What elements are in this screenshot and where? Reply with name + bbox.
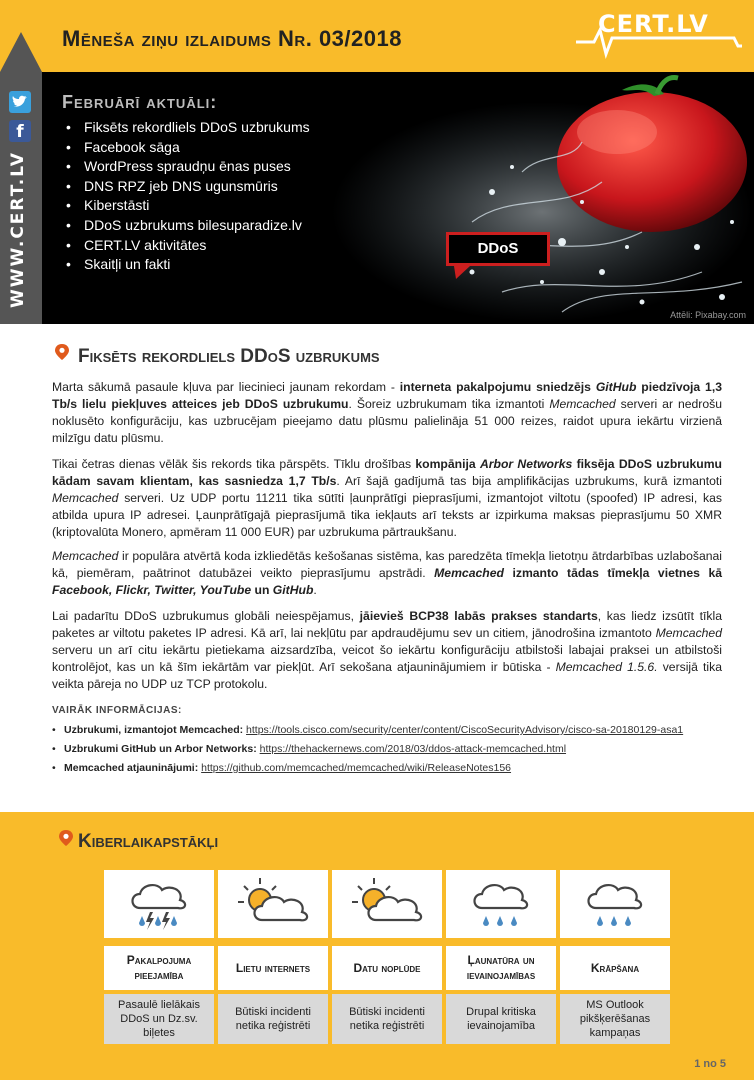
text-run: un: [251, 583, 273, 597]
text-run: Memcached: [549, 397, 616, 411]
article-paragraph: [52, 379, 722, 447]
link-label: Uzbrukumi, izmantojot Memcached:: [64, 724, 244, 736]
text-run: . Šoreiz uzbrukumam tika izmantoti: [348, 397, 550, 411]
text-run: ir populāra atvērtā koda izkliedētās kešošanas sistēma, kas paredzēta tīmekļa lietotņu ātrdarbības uzlabošanai kā, piemēram, paātrinot datubāzei veikto pieprasījumu apstrādi.: [52, 549, 722, 580]
badge-pointer-icon: [452, 266, 472, 280]
card-description: Būtiski incidenti netika reģistrēti: [218, 994, 328, 1044]
facebook-icon[interactable]: f: [9, 120, 31, 142]
link-label: Memcached atjauninājumi:: [64, 762, 199, 774]
text-run: Memcached 1.5.6.: [555, 660, 658, 674]
sun-cloud-icon: [332, 870, 442, 938]
text-run: Memcached: [655, 626, 722, 640]
text-run: .: [313, 583, 317, 597]
topic-item[interactable]: • DDoS uzbrukums bilesuparadize.lv: [62, 216, 310, 236]
topic-item[interactable]: • WordPress spraudņu ēnas puses: [62, 157, 310, 177]
article-title: Fiksēts rekordliels DDoS uzbrukums: [78, 346, 380, 367]
storm-cloud-icon: [104, 870, 214, 938]
card-label: Pakalpojuma pieejamība: [104, 946, 214, 990]
article-paragraph: [52, 608, 722, 693]
topic-item[interactable]: • Facebook sāga: [62, 138, 310, 158]
text-run: fiksēja DDoS uzbrukumu kādam savam klientam, kas sasniedza 1,7 Tb/s: [52, 457, 722, 488]
reference-link[interactable]: https://thehackernews.com/2018/03/ddos-attack-memcached.html: [259, 743, 567, 755]
text-run: . Arī šajā gadījumā tas bija amplifikācijas uzbrukums, kurā izmantoti: [336, 474, 722, 488]
sun-cloud-icon: [218, 870, 328, 938]
topic-item[interactable]: • Fiksēts rekordliels DDoS uzbrukums: [62, 118, 310, 138]
text-run: piedzīvoja 1,3 Tb/s lielu piekļuves atteices jeb DDoS uzbrukumu: [52, 380, 722, 411]
text-run: Tikai četras dienas vēlāk šis rekords tika pārspēts. Tīklu drošības: [52, 457, 416, 471]
text-run: Memcached: [434, 566, 504, 580]
text-run: kompānija: [415, 457, 480, 471]
topic-item[interactable]: • CERT.LV aktivitātes: [62, 236, 310, 256]
reference-link[interactable]: https://tools.cisco.com/security/center/content/CiscoSecurityAdvisory/cisco-sa-20180129-asa1: [246, 724, 684, 736]
weather-card: [104, 870, 214, 1044]
page-number: 1 no 5: [694, 1058, 726, 1070]
hero-banner: [42, 72, 754, 324]
weather-card: [332, 870, 442, 1044]
article-paragraph: [52, 456, 722, 541]
text-run: GitHub: [272, 583, 314, 597]
reference-link[interactable]: https://github.com/memcached/memcached/wiki/ReleaseNotes156: [201, 762, 512, 774]
website-url: WWW.CERT.LV: [8, 151, 28, 308]
card-label: Datu noplūde: [332, 946, 442, 990]
topic-item[interactable]: • Skaitļi un fakti: [62, 255, 310, 275]
topics-list: [62, 118, 310, 275]
more-info-title: VAIRĀK INFORMĀCIJAS:: [52, 705, 182, 716]
article-paragraph: [52, 548, 722, 599]
weather-card: [446, 870, 556, 1044]
weather-title: Kiberlaikapstākļi: [78, 831, 219, 852]
text-run: versijā tika veikta pāreja no UDP uz TCP protokolu.: [52, 660, 722, 691]
topic-item[interactable]: • DNS RPZ jeb DNS ugunsmūris: [62, 177, 310, 197]
text-run: serveri. Uz UDP portu 11211 tika sūtīti ļaunprātīgi pieprasījumi, izmantojot viltotu (spoofed) IP adresi, kas atbilda upura IP adresei. Ļaunprātīgajā pieprasījumā tika iekļauts arī teksts ar izpirkuma maksas pieprasījumu 50 XMR (kriptovalūta Monero, apmēram 11 000 EUR) par uzbrukuma pārtraukšanu.: [52, 491, 722, 539]
list-item: [52, 761, 722, 776]
text-run: Facebook, Flickr, Twitter, YouTube: [52, 583, 252, 597]
text-run: jāievieš BCP38 labās prakses standarts: [359, 609, 598, 623]
card-description: Drupal kritiska ievainojamība: [446, 994, 556, 1044]
text-run: GitHub: [595, 380, 637, 394]
text-run: , kas liedz izsūtīt tīkla paketes ar viltotu paketes IP adresi. Kā arī, lai nekļūtu par apdraudējumu sev un citiem, jānodrošina izmantoto: [52, 609, 722, 640]
card-description: MS Outlook pikšķerēšanas kampaņas: [560, 994, 670, 1044]
image-credit: Attēli: Pixabay.com: [670, 310, 746, 320]
card-label: Ļaunatūra un ievainojamības: [446, 946, 556, 990]
text-run: Memcached: [52, 549, 119, 563]
text-run: izmanto tādas tīmekļa vietnes kā: [503, 566, 723, 580]
text-run: interneta pakalpojumu sniedzējs: [399, 380, 596, 394]
topic-item[interactable]: • Kiberstāsti: [62, 196, 310, 216]
more-info-list: [52, 723, 722, 780]
text-run: serveru un arī citu iekārtu pietiekama aizsardzība, veicot šo iekārtu konfigurāciju atbilstoši labajai praksei un atbilstoši kontrolējot, kas un kā šīm iekārtām var piekļūt. Arī sekošana atjauninājumiem ir būtiska -: [52, 643, 722, 674]
text-run: serveri ar nedrošu noklusēto konfigurāciju, kas uzbrucējam pieejamo datu plūsmu palielināja 51 000 reizes, raidot upura iekārtu virzienā milzīgu datu plūsmu.: [52, 397, 722, 445]
hero-title: Februārī aktuāli:: [62, 92, 218, 112]
link-label: Uzbrukumi GitHub un Arbor Networks:: [64, 743, 257, 755]
location-pin-icon: [54, 344, 70, 360]
weather-card: [560, 870, 670, 1044]
list-item: [52, 723, 722, 738]
card-label: Krāpšana: [560, 946, 670, 990]
ddos-badge: DDoS: [446, 232, 550, 266]
text-run: Memcached: [52, 491, 119, 505]
card-label: Lietu internets: [218, 946, 328, 990]
newsletter-title: Mēneša ziņu izlaidums Nr. 03/2018: [62, 26, 402, 51]
text-run: Marta sākumā pasaule kļuva par liecinieci jaunam rekordam -: [52, 380, 400, 394]
rain-cloud-icon: [560, 870, 670, 938]
cert-logo-text: CERT.LV: [598, 10, 709, 38]
rain-cloud-icon: [446, 870, 556, 938]
text-run: Lai padarītu DDoS uzbrukumus globāli neiespējamus,: [52, 609, 360, 623]
text-run: Arbor Networks: [479, 457, 573, 471]
weather-card: [218, 870, 328, 1044]
location-pin-icon: [58, 830, 74, 846]
card-description: Pasaulē lielākais DDoS un Dz.sv. biļetes: [104, 994, 214, 1044]
card-description: Būtiski incidenti netika reģistrēti: [332, 994, 442, 1044]
list-item: [52, 742, 722, 757]
